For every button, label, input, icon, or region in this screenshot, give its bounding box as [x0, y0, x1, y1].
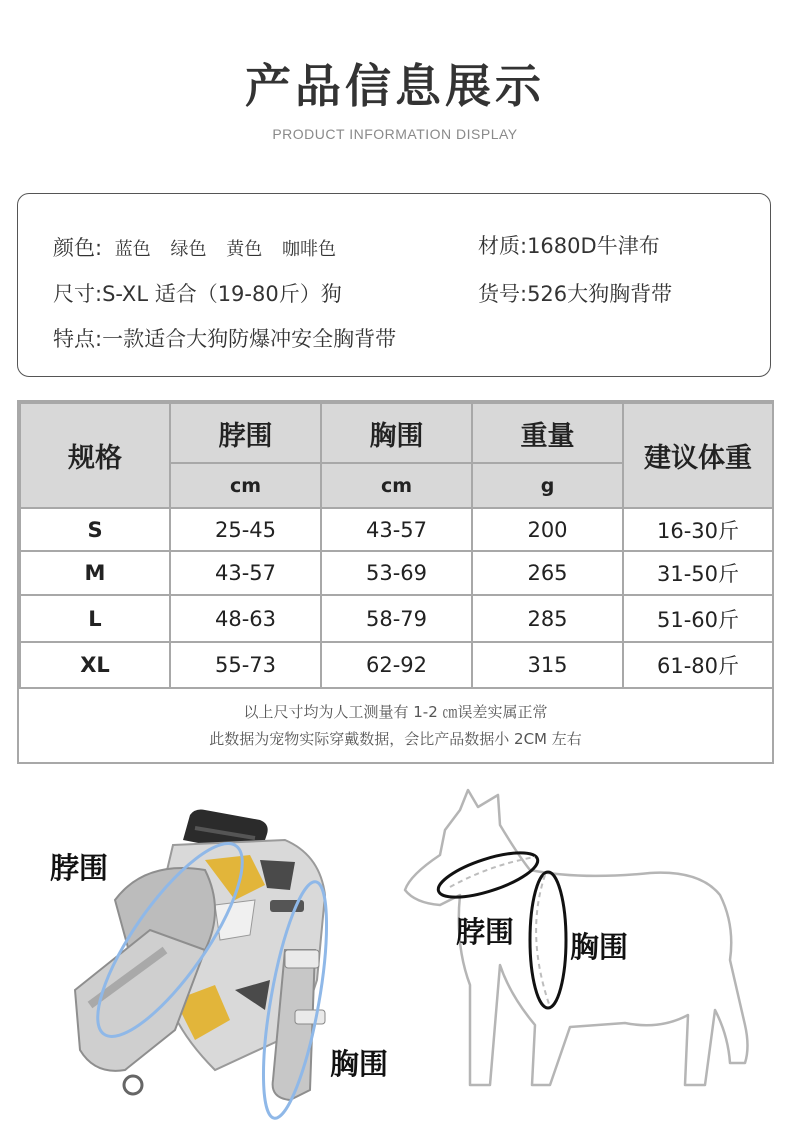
harness-neck-label: 脖围: [50, 851, 109, 885]
cell-body: 31-50斤: [623, 551, 773, 595]
cell-weight: 285: [472, 595, 623, 642]
table-note-1: 以上尺寸均为人工测量有 1-2 ㎝误差实属正常: [243, 703, 548, 721]
cell-size: XL: [20, 642, 170, 688]
cell-chest: 43-57: [321, 508, 472, 551]
info-size: 尺寸:S-XL 适合（19-80斤）狗: [53, 282, 342, 306]
cell-chest: 58-79: [321, 595, 472, 642]
table-note-2: 此数据为宠物实际穿戴数据，会比产品数据小 2CM 左右: [209, 730, 582, 748]
cell-chest: 53-69: [321, 551, 472, 595]
info-box: [17, 193, 771, 377]
color-option-coffee: 咖啡色: [281, 239, 336, 260]
cell-size: M: [20, 551, 170, 595]
cell-neck: 48-63: [170, 595, 321, 642]
dog-chest-label: 胸围: [570, 930, 629, 964]
size-table: [17, 400, 774, 764]
info-feature: 特点:一款适合大狗防爆冲安全胸背带: [53, 327, 397, 351]
cell-neck: 25-45: [170, 508, 321, 551]
color-label: 颜色:: [53, 236, 103, 260]
header-weight: 重量: [472, 403, 623, 463]
color-option-yellow: 黄色: [226, 239, 263, 260]
unit-chest: cm: [321, 463, 472, 508]
unit-weight: g: [472, 463, 623, 508]
info-color-line: [53, 232, 350, 262]
cell-weight: 265: [472, 551, 623, 595]
cell-neck: 43-57: [170, 551, 321, 595]
header-neck: 脖围: [170, 403, 321, 463]
dog-neck-label: 脖围: [456, 915, 515, 949]
table-row: [20, 595, 773, 642]
cell-body: 51-60斤: [623, 595, 773, 642]
header-spec: 规格: [20, 403, 170, 508]
color-option-green: 绿色: [170, 239, 207, 260]
header-body-weight: 建议体重: [623, 403, 773, 508]
table-row: [20, 642, 773, 688]
cell-neck: 55-73: [170, 642, 321, 688]
info-item-number: 货号:526大狗胸背带: [478, 282, 673, 306]
table-row: [20, 551, 773, 595]
cell-weight: 315: [472, 642, 623, 688]
page-title: 产品信息展示: [245, 59, 545, 113]
unit-neck: cm: [170, 463, 321, 508]
info-material: 材质:1680D牛津布: [478, 234, 660, 258]
table-row: [20, 508, 773, 551]
cell-weight: 200: [472, 508, 623, 551]
cell-body: 61-80斤: [623, 642, 773, 688]
cell-body: 16-30斤: [623, 508, 773, 551]
header-chest: 胸围: [321, 403, 472, 463]
illustration-area: [0, 780, 790, 1140]
cell-chest: 62-92: [321, 642, 472, 688]
color-option-blue: 蓝色: [114, 239, 151, 260]
page-subtitle: PRODUCT INFORMATION DISPLAY: [272, 126, 518, 142]
harness-chest-label: 胸围: [330, 1047, 389, 1081]
cell-size: S: [20, 508, 170, 551]
cell-size: L: [20, 595, 170, 642]
